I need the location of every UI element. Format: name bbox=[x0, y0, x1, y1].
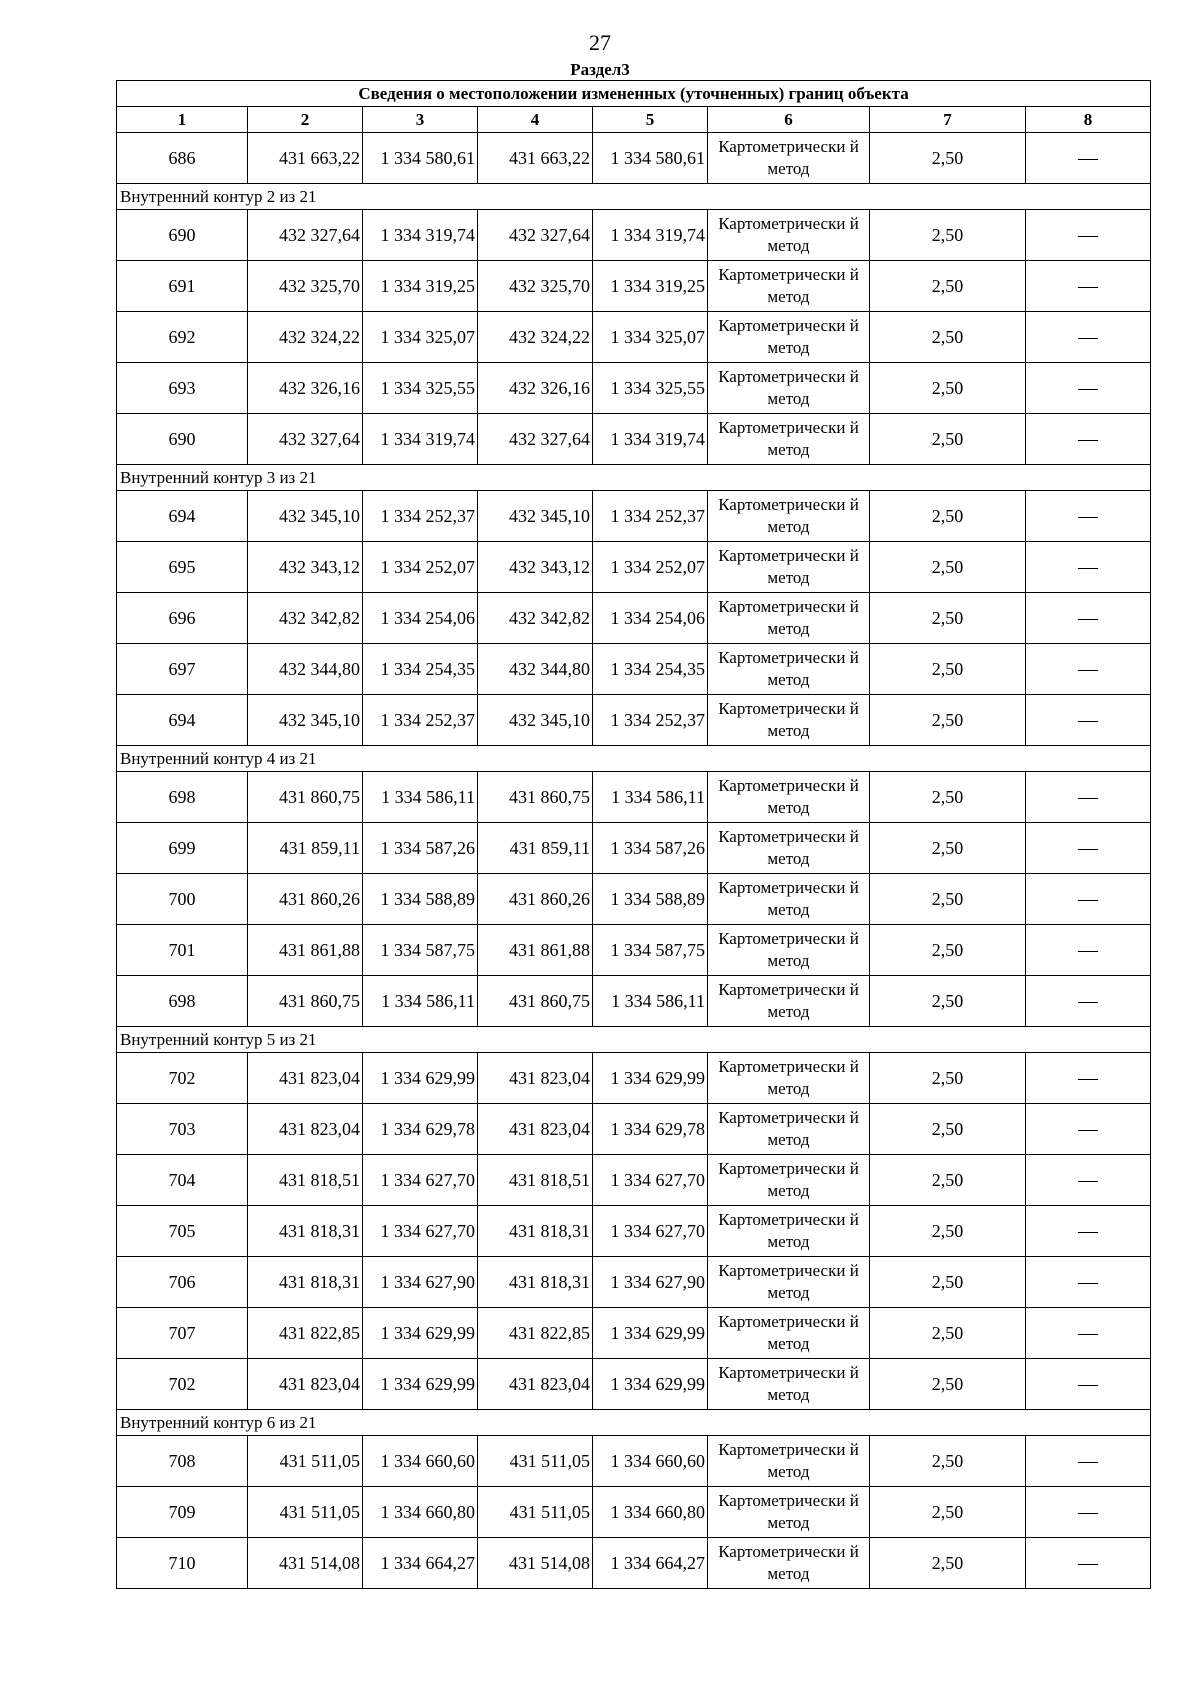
table-body bbox=[117, 133, 1151, 1589]
x-new-cell: 432 342,82 bbox=[478, 593, 593, 644]
table-row bbox=[117, 1487, 1151, 1538]
x-new-cell: 431 859,11 bbox=[478, 823, 593, 874]
method-cell: Картометрически й метод bbox=[708, 1155, 870, 1206]
point-number-cell: 702 bbox=[117, 1053, 248, 1104]
y-new-cell: 1 334 629,99 bbox=[593, 1308, 708, 1359]
y-old-cell: 1 334 325,55 bbox=[363, 363, 478, 414]
precision-cell: 2,50 bbox=[870, 363, 1026, 414]
point-number-cell: 704 bbox=[117, 1155, 248, 1206]
point-number-cell: 690 bbox=[117, 414, 248, 465]
method-cell: Картометрически й метод bbox=[708, 312, 870, 363]
x-new-cell: 432 324,22 bbox=[478, 312, 593, 363]
column-header: 1 bbox=[117, 107, 248, 133]
precision-cell: 2,50 bbox=[870, 1104, 1026, 1155]
x-new-cell: 432 345,10 bbox=[478, 491, 593, 542]
point-number-cell: 697 bbox=[117, 644, 248, 695]
method-cell: Картометрически й метод bbox=[708, 491, 870, 542]
description-cell bbox=[1026, 644, 1151, 695]
precision-cell: 2,50 bbox=[870, 874, 1026, 925]
y-new-cell: 1 334 587,75 bbox=[593, 925, 708, 976]
table-row bbox=[117, 1053, 1151, 1104]
y-old-cell: 1 334 586,11 bbox=[363, 772, 478, 823]
description-cell bbox=[1026, 772, 1151, 823]
x-old-cell: 431 663,22 bbox=[248, 133, 363, 184]
contour-label: Внутренний контур 2 из 21 bbox=[117, 184, 1151, 210]
y-new-cell: 1 334 664,27 bbox=[593, 1538, 708, 1589]
description-cell bbox=[1026, 874, 1151, 925]
table-caption: Сведения о местоположении измененных (уточненных) границ объекта bbox=[117, 81, 1151, 107]
x-old-cell: 431 511,05 bbox=[248, 1487, 363, 1538]
y-new-cell: 1 334 325,07 bbox=[593, 312, 708, 363]
point-number-cell: 695 bbox=[117, 542, 248, 593]
empty-dash bbox=[1078, 568, 1098, 570]
precision-cell: 2,50 bbox=[870, 210, 1026, 261]
point-number-cell: 692 bbox=[117, 312, 248, 363]
table-row bbox=[117, 312, 1151, 363]
column-header: 8 bbox=[1026, 107, 1151, 133]
empty-dash bbox=[1078, 1513, 1098, 1515]
empty-dash bbox=[1078, 1079, 1098, 1081]
description-cell bbox=[1026, 1155, 1151, 1206]
precision-cell: 2,50 bbox=[870, 1308, 1026, 1359]
table-row bbox=[117, 593, 1151, 644]
table-row bbox=[117, 1436, 1151, 1487]
description-cell bbox=[1026, 1257, 1151, 1308]
y-new-cell: 1 334 627,70 bbox=[593, 1155, 708, 1206]
x-old-cell: 431 860,75 bbox=[248, 976, 363, 1027]
y-old-cell: 1 334 629,99 bbox=[363, 1308, 478, 1359]
column-header: 5 bbox=[593, 107, 708, 133]
x-new-cell: 431 663,22 bbox=[478, 133, 593, 184]
precision-cell: 2,50 bbox=[870, 491, 1026, 542]
page-number: 27 bbox=[589, 30, 611, 55]
x-new-cell: 431 860,75 bbox=[478, 772, 593, 823]
method-cell: Картометрически й метод bbox=[708, 1206, 870, 1257]
y-new-cell: 1 334 629,99 bbox=[593, 1053, 708, 1104]
description-cell bbox=[1026, 312, 1151, 363]
y-new-cell: 1 334 319,25 bbox=[593, 261, 708, 312]
x-old-cell: 432 343,12 bbox=[248, 542, 363, 593]
precision-cell: 2,50 bbox=[870, 414, 1026, 465]
point-number-cell: 699 bbox=[117, 823, 248, 874]
x-new-cell: 432 326,16 bbox=[478, 363, 593, 414]
precision-cell: 2,50 bbox=[870, 261, 1026, 312]
x-old-cell: 431 511,05 bbox=[248, 1436, 363, 1487]
description-cell bbox=[1026, 491, 1151, 542]
x-old-cell: 432 324,22 bbox=[248, 312, 363, 363]
y-new-cell: 1 334 580,61 bbox=[593, 133, 708, 184]
method-cell: Картометрически й метод bbox=[708, 772, 870, 823]
y-old-cell: 1 334 586,11 bbox=[363, 976, 478, 1027]
table-row bbox=[117, 823, 1151, 874]
x-new-cell: 431 818,31 bbox=[478, 1206, 593, 1257]
precision-cell: 2,50 bbox=[870, 925, 1026, 976]
method-cell: Картометрически й метод bbox=[708, 414, 870, 465]
y-old-cell: 1 334 588,89 bbox=[363, 874, 478, 925]
precision-cell: 2,50 bbox=[870, 1257, 1026, 1308]
x-old-cell: 431 818,51 bbox=[248, 1155, 363, 1206]
x-old-cell: 432 327,64 bbox=[248, 414, 363, 465]
table-row bbox=[117, 133, 1151, 184]
description-cell bbox=[1026, 976, 1151, 1027]
table-row bbox=[117, 695, 1151, 746]
x-old-cell: 431 823,04 bbox=[248, 1359, 363, 1410]
table-row bbox=[117, 874, 1151, 925]
x-new-cell: 431 860,26 bbox=[478, 874, 593, 925]
description-cell bbox=[1026, 414, 1151, 465]
x-old-cell: 431 823,04 bbox=[248, 1053, 363, 1104]
table-row bbox=[117, 1257, 1151, 1308]
point-number-cell: 694 bbox=[117, 695, 248, 746]
x-new-cell: 431 861,88 bbox=[478, 925, 593, 976]
method-cell: Картометрически й метод bbox=[708, 1104, 870, 1155]
x-old-cell: 432 326,16 bbox=[248, 363, 363, 414]
method-cell: Картометрически й метод bbox=[708, 1359, 870, 1410]
description-cell bbox=[1026, 1436, 1151, 1487]
description-cell bbox=[1026, 363, 1151, 414]
x-new-cell: 432 325,70 bbox=[478, 261, 593, 312]
y-new-cell: 1 334 319,74 bbox=[593, 210, 708, 261]
y-old-cell: 1 334 325,07 bbox=[363, 312, 478, 363]
y-new-cell: 1 334 586,11 bbox=[593, 976, 708, 1027]
table-row bbox=[117, 261, 1151, 312]
method-cell: Картометрически й метод bbox=[708, 1308, 870, 1359]
empty-dash bbox=[1078, 1181, 1098, 1183]
description-cell bbox=[1026, 1487, 1151, 1538]
column-header: 4 bbox=[478, 107, 593, 133]
x-new-cell: 432 343,12 bbox=[478, 542, 593, 593]
description-cell bbox=[1026, 261, 1151, 312]
empty-dash bbox=[1078, 1130, 1098, 1132]
precision-cell: 2,50 bbox=[870, 695, 1026, 746]
method-cell: Картометрически й метод bbox=[708, 210, 870, 261]
method-cell: Картометрически й метод bbox=[708, 644, 870, 695]
table-row bbox=[117, 925, 1151, 976]
x-new-cell: 431 514,08 bbox=[478, 1538, 593, 1589]
y-new-cell: 1 334 586,11 bbox=[593, 772, 708, 823]
empty-dash bbox=[1078, 619, 1098, 621]
y-old-cell: 1 334 319,74 bbox=[363, 210, 478, 261]
table-row bbox=[117, 1206, 1151, 1257]
x-new-cell: 431 823,04 bbox=[478, 1104, 593, 1155]
precision-cell: 2,50 bbox=[870, 1206, 1026, 1257]
x-new-cell: 431 818,51 bbox=[478, 1155, 593, 1206]
table-row bbox=[117, 1308, 1151, 1359]
point-number-cell: 690 bbox=[117, 210, 248, 261]
table-row bbox=[117, 644, 1151, 695]
y-new-cell: 1 334 325,55 bbox=[593, 363, 708, 414]
point-number-cell: 709 bbox=[117, 1487, 248, 1538]
y-old-cell: 1 334 664,27 bbox=[363, 1538, 478, 1589]
x-old-cell: 432 342,82 bbox=[248, 593, 363, 644]
y-old-cell: 1 334 629,99 bbox=[363, 1053, 478, 1104]
method-cell: Картометрически й метод bbox=[708, 695, 870, 746]
method-cell: Картометрически й метод bbox=[708, 925, 870, 976]
y-new-cell: 1 334 629,78 bbox=[593, 1104, 708, 1155]
method-cell: Картометрически й метод bbox=[708, 542, 870, 593]
description-cell bbox=[1026, 1053, 1151, 1104]
point-number-cell: 700 bbox=[117, 874, 248, 925]
precision-cell: 2,50 bbox=[870, 1487, 1026, 1538]
method-cell: Картометрически й метод bbox=[708, 1487, 870, 1538]
y-old-cell: 1 334 254,06 bbox=[363, 593, 478, 644]
point-number-cell: 710 bbox=[117, 1538, 248, 1589]
x-new-cell: 432 327,64 bbox=[478, 414, 593, 465]
x-old-cell: 432 327,64 bbox=[248, 210, 363, 261]
method-cell: Картометрически й метод bbox=[708, 593, 870, 644]
method-cell: Картометрически й метод bbox=[708, 823, 870, 874]
description-cell bbox=[1026, 1308, 1151, 1359]
y-old-cell: 1 334 627,70 bbox=[363, 1155, 478, 1206]
point-number-cell: 708 bbox=[117, 1436, 248, 1487]
empty-dash bbox=[1078, 159, 1098, 161]
x-old-cell: 431 514,08 bbox=[248, 1538, 363, 1589]
table-row bbox=[117, 1538, 1151, 1589]
point-number-cell: 698 bbox=[117, 772, 248, 823]
table-row bbox=[117, 491, 1151, 542]
method-cell: Картометрически й метод bbox=[708, 363, 870, 414]
x-old-cell: 432 325,70 bbox=[248, 261, 363, 312]
x-old-cell: 431 822,85 bbox=[248, 1308, 363, 1359]
precision-cell: 2,50 bbox=[870, 593, 1026, 644]
description-cell bbox=[1026, 695, 1151, 746]
empty-dash bbox=[1078, 338, 1098, 340]
column-header-row bbox=[117, 107, 1151, 133]
y-old-cell: 1 334 629,78 bbox=[363, 1104, 478, 1155]
x-new-cell: 431 511,05 bbox=[478, 1487, 593, 1538]
empty-dash bbox=[1078, 440, 1098, 442]
method-cell: Картометрически й метод bbox=[708, 261, 870, 312]
column-header: 7 bbox=[870, 107, 1026, 133]
description-cell bbox=[1026, 925, 1151, 976]
description-cell bbox=[1026, 1359, 1151, 1410]
contour-separator-row bbox=[117, 184, 1151, 210]
precision-cell: 2,50 bbox=[870, 1155, 1026, 1206]
table-row bbox=[117, 772, 1151, 823]
point-number-cell: 707 bbox=[117, 1308, 248, 1359]
table-caption-row bbox=[117, 81, 1151, 107]
y-old-cell: 1 334 252,37 bbox=[363, 491, 478, 542]
point-number-cell: 706 bbox=[117, 1257, 248, 1308]
y-new-cell: 1 334 252,07 bbox=[593, 542, 708, 593]
description-cell bbox=[1026, 1538, 1151, 1589]
method-cell: Картометрически й метод bbox=[708, 133, 870, 184]
point-number-cell: 696 bbox=[117, 593, 248, 644]
precision-cell: 2,50 bbox=[870, 542, 1026, 593]
precision-cell: 2,50 bbox=[870, 772, 1026, 823]
method-cell: Картометрически й метод bbox=[708, 1257, 870, 1308]
empty-dash bbox=[1078, 721, 1098, 723]
contour-separator-row bbox=[117, 1027, 1151, 1053]
empty-dash bbox=[1078, 1002, 1098, 1004]
x-new-cell: 431 511,05 bbox=[478, 1436, 593, 1487]
description-cell bbox=[1026, 542, 1151, 593]
column-header: 3 bbox=[363, 107, 478, 133]
contour-separator-row bbox=[117, 1410, 1151, 1436]
y-new-cell: 1 334 587,26 bbox=[593, 823, 708, 874]
table-row bbox=[117, 976, 1151, 1027]
point-number-cell: 705 bbox=[117, 1206, 248, 1257]
point-number-cell: 698 bbox=[117, 976, 248, 1027]
y-new-cell: 1 334 660,80 bbox=[593, 1487, 708, 1538]
x-old-cell: 431 860,75 bbox=[248, 772, 363, 823]
precision-cell: 2,50 bbox=[870, 823, 1026, 874]
y-old-cell: 1 334 252,07 bbox=[363, 542, 478, 593]
point-number-cell: 694 bbox=[117, 491, 248, 542]
table-row bbox=[117, 1104, 1151, 1155]
y-old-cell: 1 334 660,80 bbox=[363, 1487, 478, 1538]
y-new-cell: 1 334 627,70 bbox=[593, 1206, 708, 1257]
empty-dash bbox=[1078, 900, 1098, 902]
precision-cell: 2,50 bbox=[870, 644, 1026, 695]
y-new-cell: 1 334 252,37 bbox=[593, 695, 708, 746]
method-cell: Картометрически й метод bbox=[708, 874, 870, 925]
x-old-cell: 431 823,04 bbox=[248, 1104, 363, 1155]
y-old-cell: 1 334 254,35 bbox=[363, 644, 478, 695]
contour-label: Внутренний контур 6 из 21 bbox=[117, 1410, 1151, 1436]
empty-dash bbox=[1078, 1334, 1098, 1336]
description-cell bbox=[1026, 593, 1151, 644]
y-old-cell: 1 334 629,99 bbox=[363, 1359, 478, 1410]
section-title: Раздел3 bbox=[570, 60, 630, 79]
empty-dash bbox=[1078, 389, 1098, 391]
description-cell bbox=[1026, 1104, 1151, 1155]
y-old-cell: 1 334 627,70 bbox=[363, 1206, 478, 1257]
x-new-cell: 432 327,64 bbox=[478, 210, 593, 261]
point-number-cell: 686 bbox=[117, 133, 248, 184]
x-new-cell: 431 823,04 bbox=[478, 1359, 593, 1410]
empty-dash bbox=[1078, 849, 1098, 851]
table-row bbox=[117, 1155, 1151, 1206]
x-old-cell: 431 859,11 bbox=[248, 823, 363, 874]
empty-dash bbox=[1078, 1462, 1098, 1464]
x-old-cell: 432 345,10 bbox=[248, 695, 363, 746]
y-old-cell: 1 334 319,25 bbox=[363, 261, 478, 312]
empty-dash bbox=[1078, 670, 1098, 672]
empty-dash bbox=[1078, 1564, 1098, 1566]
contour-label: Внутренний контур 4 из 21 bbox=[117, 746, 1151, 772]
x-old-cell: 431 818,31 bbox=[248, 1206, 363, 1257]
y-new-cell: 1 334 254,06 bbox=[593, 593, 708, 644]
y-old-cell: 1 334 587,75 bbox=[363, 925, 478, 976]
y-new-cell: 1 334 660,60 bbox=[593, 1436, 708, 1487]
precision-cell: 2,50 bbox=[870, 312, 1026, 363]
x-old-cell: 432 345,10 bbox=[248, 491, 363, 542]
point-number-cell: 693 bbox=[117, 363, 248, 414]
y-old-cell: 1 334 587,26 bbox=[363, 823, 478, 874]
precision-cell: 2,50 bbox=[870, 1436, 1026, 1487]
empty-dash bbox=[1078, 1385, 1098, 1387]
precision-cell: 2,50 bbox=[870, 1359, 1026, 1410]
y-old-cell: 1 334 580,61 bbox=[363, 133, 478, 184]
precision-cell: 2,50 bbox=[870, 133, 1026, 184]
x-old-cell: 431 860,26 bbox=[248, 874, 363, 925]
contour-separator-row bbox=[117, 746, 1151, 772]
x-new-cell: 432 345,10 bbox=[478, 695, 593, 746]
y-new-cell: 1 334 319,74 bbox=[593, 414, 708, 465]
x-new-cell: 431 818,31 bbox=[478, 1257, 593, 1308]
table-row bbox=[117, 363, 1151, 414]
x-new-cell: 431 822,85 bbox=[478, 1308, 593, 1359]
method-cell: Картометрически й метод bbox=[708, 1436, 870, 1487]
y-old-cell: 1 334 660,60 bbox=[363, 1436, 478, 1487]
contour-label: Внутренний контур 5 из 21 bbox=[117, 1027, 1151, 1053]
empty-dash bbox=[1078, 517, 1098, 519]
point-number-cell: 702 bbox=[117, 1359, 248, 1410]
point-number-cell: 701 bbox=[117, 925, 248, 976]
column-header: 2 bbox=[248, 107, 363, 133]
method-cell: Картометрически й метод bbox=[708, 1053, 870, 1104]
contour-label: Внутренний контур 3 из 21 bbox=[117, 465, 1151, 491]
empty-dash bbox=[1078, 287, 1098, 289]
empty-dash bbox=[1078, 1232, 1098, 1234]
point-number-cell: 691 bbox=[117, 261, 248, 312]
x-new-cell: 431 860,75 bbox=[478, 976, 593, 1027]
table-row bbox=[117, 414, 1151, 465]
table-row bbox=[117, 542, 1151, 593]
boundary-coordinates-table bbox=[116, 80, 1151, 1589]
x-new-cell: 432 344,80 bbox=[478, 644, 593, 695]
y-old-cell: 1 334 319,74 bbox=[363, 414, 478, 465]
empty-dash bbox=[1078, 951, 1098, 953]
description-cell bbox=[1026, 823, 1151, 874]
description-cell bbox=[1026, 210, 1151, 261]
x-new-cell: 431 823,04 bbox=[478, 1053, 593, 1104]
contour-separator-row bbox=[117, 465, 1151, 491]
description-cell bbox=[1026, 133, 1151, 184]
table-row bbox=[117, 1359, 1151, 1410]
precision-cell: 2,50 bbox=[870, 976, 1026, 1027]
x-old-cell: 431 861,88 bbox=[248, 925, 363, 976]
y-old-cell: 1 334 627,90 bbox=[363, 1257, 478, 1308]
table-row bbox=[117, 210, 1151, 261]
empty-dash bbox=[1078, 1283, 1098, 1285]
empty-dash bbox=[1078, 236, 1098, 238]
point-number-cell: 703 bbox=[117, 1104, 248, 1155]
method-cell: Картометрически й метод bbox=[708, 976, 870, 1027]
precision-cell: 2,50 bbox=[870, 1053, 1026, 1104]
column-header: 6 bbox=[708, 107, 870, 133]
y-new-cell: 1 334 627,90 bbox=[593, 1257, 708, 1308]
x-old-cell: 431 818,31 bbox=[248, 1257, 363, 1308]
y-new-cell: 1 334 252,37 bbox=[593, 491, 708, 542]
y-new-cell: 1 334 629,99 bbox=[593, 1359, 708, 1410]
precision-cell: 2,50 bbox=[870, 1538, 1026, 1589]
method-cell: Картометрически й метод bbox=[708, 1538, 870, 1589]
empty-dash bbox=[1078, 798, 1098, 800]
description-cell bbox=[1026, 1206, 1151, 1257]
y-new-cell: 1 334 254,35 bbox=[593, 644, 708, 695]
y-old-cell: 1 334 252,37 bbox=[363, 695, 478, 746]
y-new-cell: 1 334 588,89 bbox=[593, 874, 708, 925]
x-old-cell: 432 344,80 bbox=[248, 644, 363, 695]
